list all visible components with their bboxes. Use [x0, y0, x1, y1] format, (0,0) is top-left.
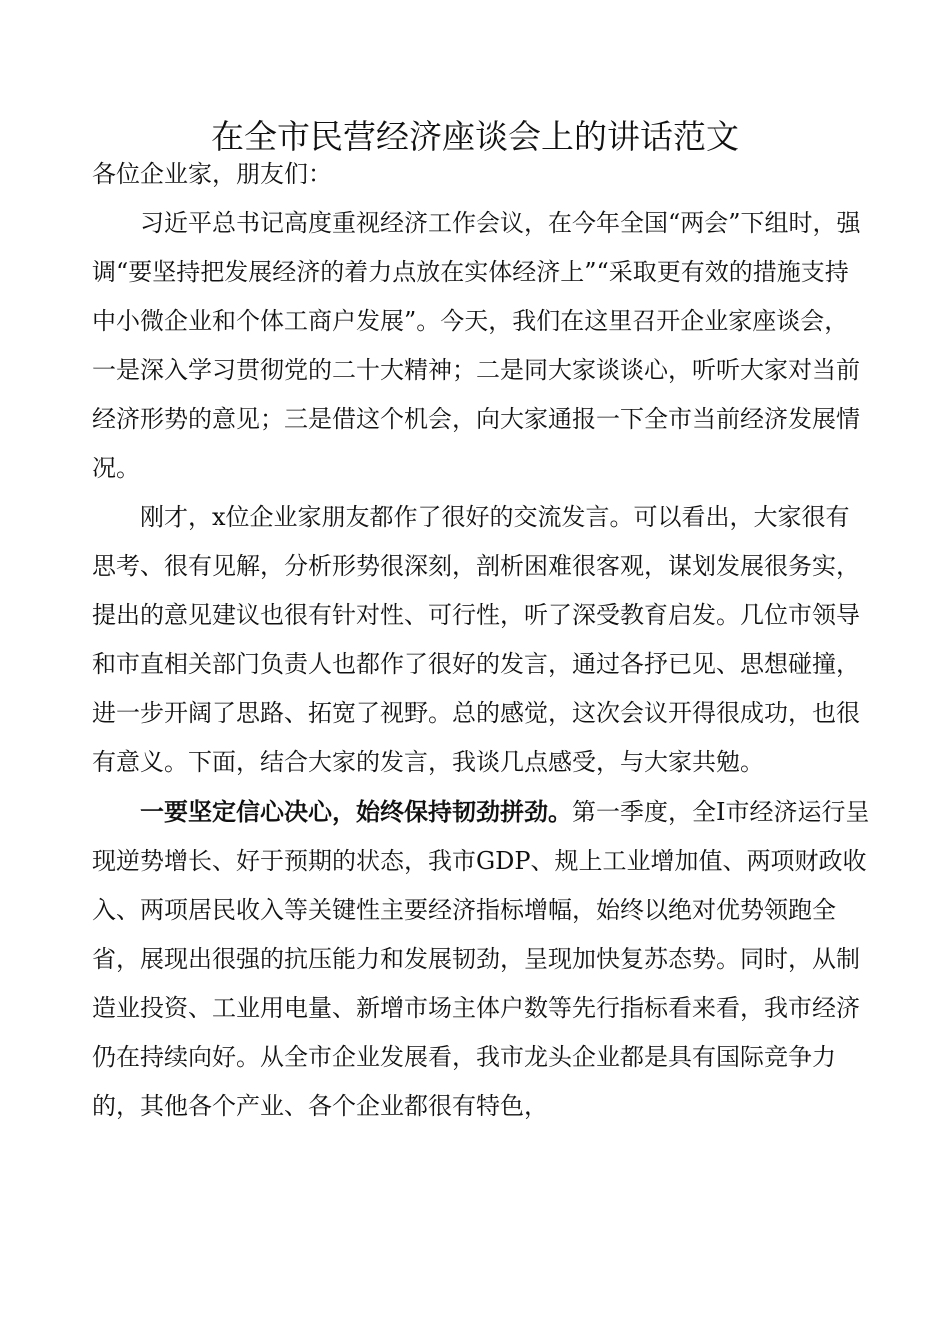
document-title: 在全市民营经济座谈会上的讲话范文	[211, 117, 739, 156]
paragraph-3-text: 第一季度，全I市经济运行呈现逆势增长、好于预期的状态，我市GDP、规上工业增加值、两项财政收入、两项居民收入等关键性主要经济指标增幅，始终以绝对优势领跑全省，展现出很强的抗压能力和发展韧劲，呈现加快复苏态势。同时，从制造业投资、工业用电量、新增市场主体户数等先行指标看来看，我市经济仍在持续向好。从全市企业发展看，我市龙头企业都是具有国际竞争力的，其他各个产业、各个企业都很有特色，	[92, 798, 870, 1120]
paragraph-2	[92, 493, 872, 787]
paragraph-3	[92, 787, 872, 1131]
paragraph-2-text: 刚才，x位企业家朋友都作了很好的交流发言。可以看出，大家很有思考、很有见解，分析形势很深刻，剖析困难很客观，谋划发展很务实，提出的意见建议也很有针对性、可行性，听了深受教育启发。几位市领导和市直相关部门负责人也都作了很好的发言，通过各抒已见、思想碰撞，进一步开阔了思路、拓宽了视野。总的感觉，这次会议开得很成功，也很有意义。下面，结合大家的发言，我谈几点感受，与大家共勉。	[92, 503, 860, 776]
salutation: 各位企业家，朋友们：	[92, 160, 332, 188]
paragraph-3-lead: 一要坚定信心决心，始终保持韧劲拼劲。	[140, 797, 572, 826]
paragraph-1-text: 习近平总书记高度重视经济工作会议，在今年全国“两会”下组时，强调“要坚持把发展经济的着力点放在实体经济上”“采取更有效的措施支持中小微企业和个体工商户发展”。今天，我们在这里召开企业家座谈会，一是深入学习贯彻党的二十大精神；二是同大家谈谈心，听听大家对当前经济形势的意见；三是借这个机会，向大家通报一下全市当前经济发展情况。	[92, 209, 861, 482]
document-body	[92, 150, 872, 1131]
paragraph-1	[92, 199, 872, 493]
